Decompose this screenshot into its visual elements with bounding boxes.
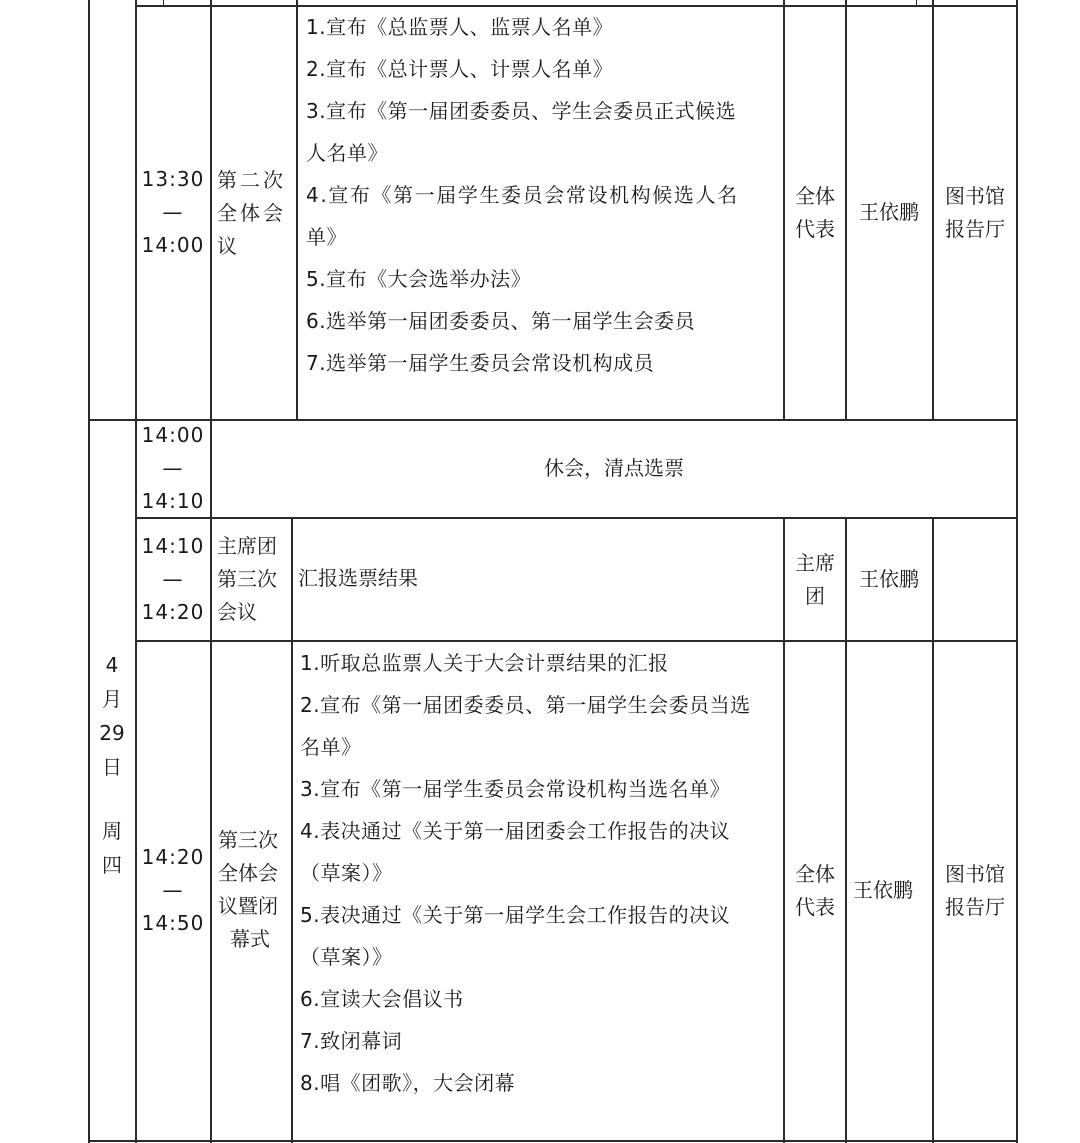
col-divider-time — [210, 0, 212, 1143]
agenda-item: 7.致闭幕词 — [300, 1029, 403, 1053]
row1-agenda — [306, 6, 780, 384]
row1-time: 13:30 — 14:00 — [141, 166, 205, 257]
row-line-1 — [88, 419, 1017, 421]
row1-attendees: 全体 代表 — [795, 184, 835, 241]
table-border-right — [1016, 0, 1018, 1143]
agenda-item: （草案）》 — [300, 945, 393, 969]
agenda-item: 4.宣布《第一届学生委员会常设机构候选人名 — [306, 183, 739, 207]
row1-event: 第二次 全体会 议 — [217, 168, 286, 258]
col-divider-host-r3 — [932, 518, 934, 1143]
col-divider-event-r3 — [291, 518, 293, 1143]
row4-event: 第三次 全体会 议暨闭 幕式 — [218, 828, 278, 951]
row1-host: 王依鹏 — [859, 200, 919, 224]
agenda-item: 5.宣布《大会选举办法》 — [306, 267, 532, 291]
table-border-left — [88, 0, 90, 1143]
agenda-item: 3.宣布《第一届学生委员会常设机构当选名单》 — [300, 777, 731, 801]
agenda-item: 7.选举第一届学生委员会常设机构成员 — [306, 351, 655, 375]
row2-time: 14:00 — 14:10 — [141, 422, 205, 513]
agenda-item: 8.唱《团歌》，大会闭幕 — [300, 1071, 516, 1095]
col-divider-attendees-r3 — [845, 518, 847, 1143]
agenda-item: 3.宣布《第一届团委委员、学生会委员正式候选 — [306, 99, 737, 123]
row1-venue: 图书馆 报告厅 — [945, 184, 1005, 241]
row-bottom-line — [88, 1140, 1017, 1142]
row4-attendees: 全体 代表 — [795, 862, 835, 919]
row3-host: 王依鹏 — [859, 567, 919, 591]
row4-host: 王依鹏 — [853, 878, 913, 902]
agenda-item: 人名单》 — [306, 141, 388, 165]
agenda-item: 单》 — [306, 225, 347, 249]
agenda-item: 1.听取总监票人关于大会计票结果的汇报 — [300, 651, 669, 675]
row4-agenda — [300, 642, 780, 1104]
date-cell: 4 月 29 日 周 四 — [99, 653, 125, 877]
row3-event: 主席团 第三次 会议 — [217, 534, 277, 624]
agenda-item: 名单》 — [300, 735, 362, 759]
row3-time: 14:10 — 14:20 — [141, 533, 205, 624]
agenda-item: 5.表决通过《关于第一届学生会工作报告的决议 — [300, 903, 731, 927]
agenda-item: 2.宣布《总计票人、计票人名单》 — [306, 57, 614, 81]
row3-agenda — [298, 562, 778, 595]
agenda-item: 1.宣布《总监票人、监票人名单》 — [306, 15, 614, 39]
row4-venue: 图书馆 报告厅 — [945, 862, 1005, 919]
agenda-item: 6.选举第一届团委委员、第一届学生会委员 — [306, 309, 696, 333]
agenda-item: 2.宣布《第一届团委委员、第一届学生会委员当选 — [300, 693, 751, 717]
row3-attendees: 主席 团 — [795, 551, 835, 608]
agenda-item: （草案）》 — [300, 861, 393, 885]
agenda-item: 汇报选票结果 — [298, 566, 418, 590]
col-divider-event-r1 — [296, 0, 298, 420]
row2-merged: 休会，清点选票 — [544, 456, 684, 480]
agenda-item: 6.宣读大会倡议书 — [300, 987, 464, 1011]
row-line-2 — [135, 517, 1017, 519]
agenda-item: 4.表决通过《关于第一届团委会工作报告的决议 — [300, 819, 731, 843]
row4-time: 14:20 — 14:50 — [141, 844, 205, 935]
